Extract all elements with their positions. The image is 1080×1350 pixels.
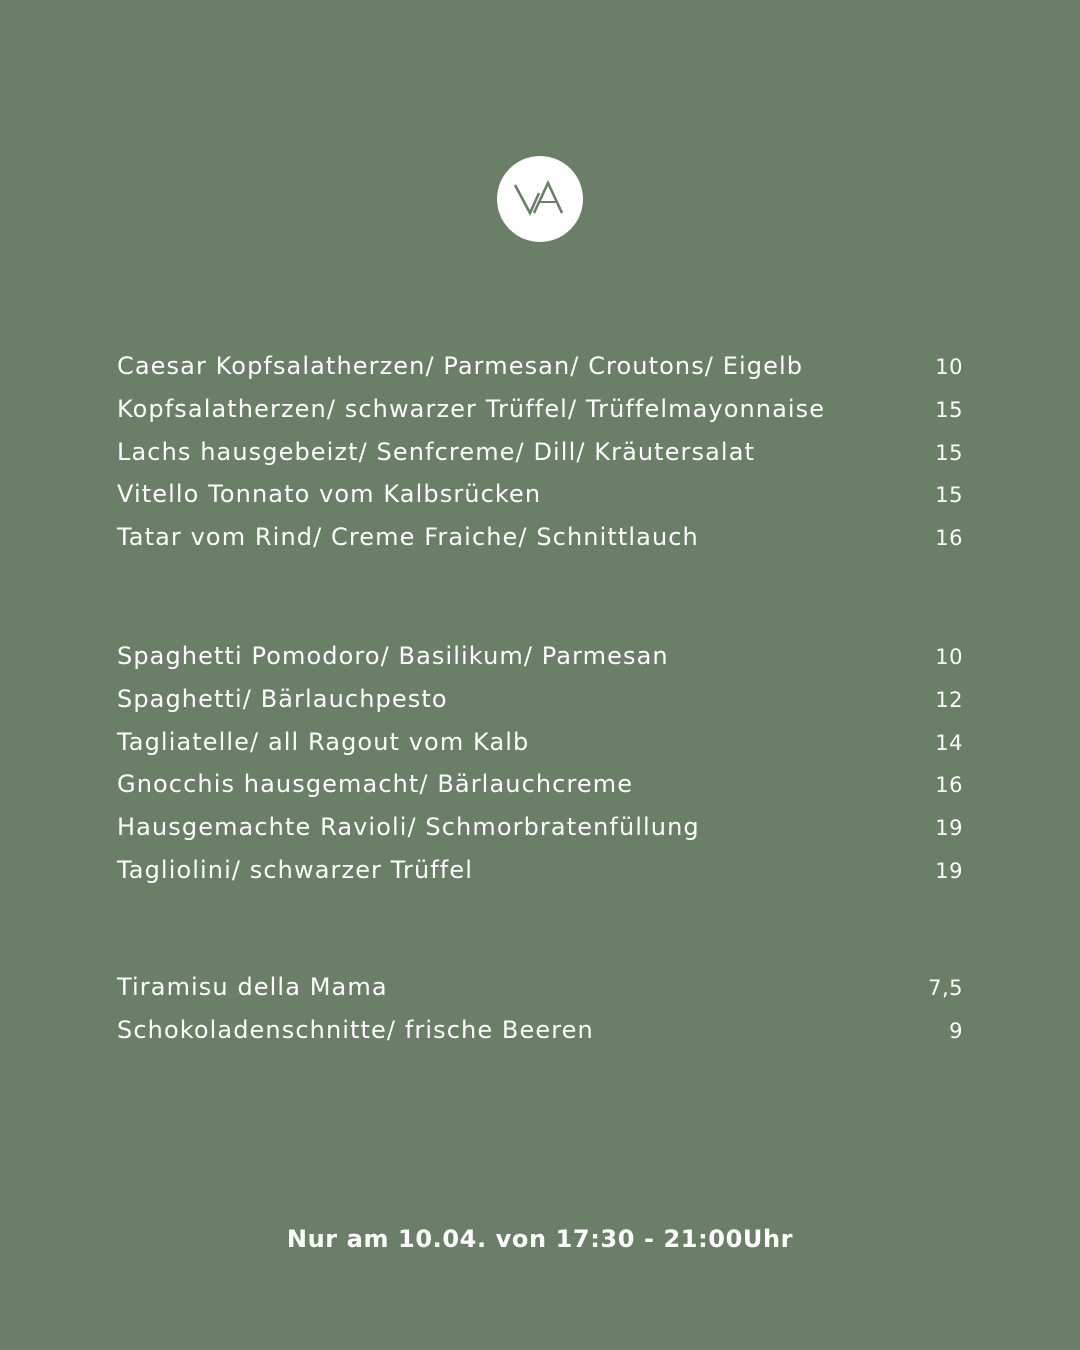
menu-item (117, 1016, 963, 1059)
restaurant-logo (497, 156, 583, 242)
menu-item-price: 15 (935, 397, 963, 422)
menu-item-name: Tagliolini/ schwarzer Trüffel (117, 855, 473, 884)
menu-item-name: Tatar vom Rind/ Creme Fraiche/ Schnittlauch (117, 523, 699, 552)
menu-item (117, 642, 963, 685)
menu-item (117, 728, 963, 771)
menu-item-price: 10 (935, 355, 963, 379)
menu-item-name: Spaghetti/ Bärlauchpesto (117, 684, 448, 713)
menu-item-name: Tiramisu della Mama (117, 973, 388, 1001)
menu-item-name: Tagliatelle/ all Ragout vom Kalb (117, 727, 530, 756)
menu-item-price: 16 (935, 773, 963, 798)
menu-item-price: 12 (935, 687, 963, 712)
menu-item-price: 15 (935, 440, 963, 465)
menu-item-name: Kopfsalatherzen/ schwarzer Trüffel/ Trüffelmayonnaise (117, 394, 826, 423)
menu-section-starters (117, 352, 963, 566)
menu-item (117, 523, 963, 566)
menu-item-price: 14 (935, 730, 963, 755)
menu-item (117, 770, 963, 813)
menu-item (117, 438, 963, 481)
menu-item (117, 352, 963, 395)
menu-item-price: 19 (935, 816, 963, 841)
menu-item (117, 973, 963, 1016)
menu-item-name: Lachs hausgebeizt/ Senfcreme/ Dill/ Kräutersalat (117, 437, 756, 466)
menu-item-name: Vitello Tonnato vom Kalbsrücken (117, 480, 542, 509)
menu-item (117, 813, 963, 856)
menu-item-price: 19 (935, 858, 963, 883)
menu-section-pasta (117, 642, 963, 899)
va-monogram-icon (512, 179, 568, 219)
menu-item (117, 480, 963, 523)
menu-item-price: 16 (935, 526, 963, 551)
menu-item-price: 9 (949, 1018, 963, 1043)
menu-item (117, 395, 963, 438)
menu-section-desserts (117, 973, 963, 1059)
menu-item-name: Gnocchis hausgemacht/ Bärlauchcreme (117, 770, 634, 799)
menu-item-price: 15 (935, 483, 963, 508)
menu-item-price: 10 (935, 645, 963, 669)
menu-item-name: Hausgemachte Ravioli/ Schmorbratenfüllung (117, 813, 700, 842)
menu-item (117, 856, 963, 899)
menu-item (117, 685, 963, 728)
menu-item-name: Caesar Kopfsalatherzen/ Parmesan/ Croutons/ Eigelb (117, 352, 804, 380)
event-date-note: Nur am 10.04. von 17:30 - 21:00Uhr (286, 1225, 794, 1253)
menu-item-name: Schokoladenschnitte/ frische Beeren (117, 1015, 594, 1044)
menu-item-name: Spaghetti Pomodoro/ Basilikum/ Parmesan (117, 642, 669, 670)
menu-item-price: 7,5 (928, 976, 963, 1000)
